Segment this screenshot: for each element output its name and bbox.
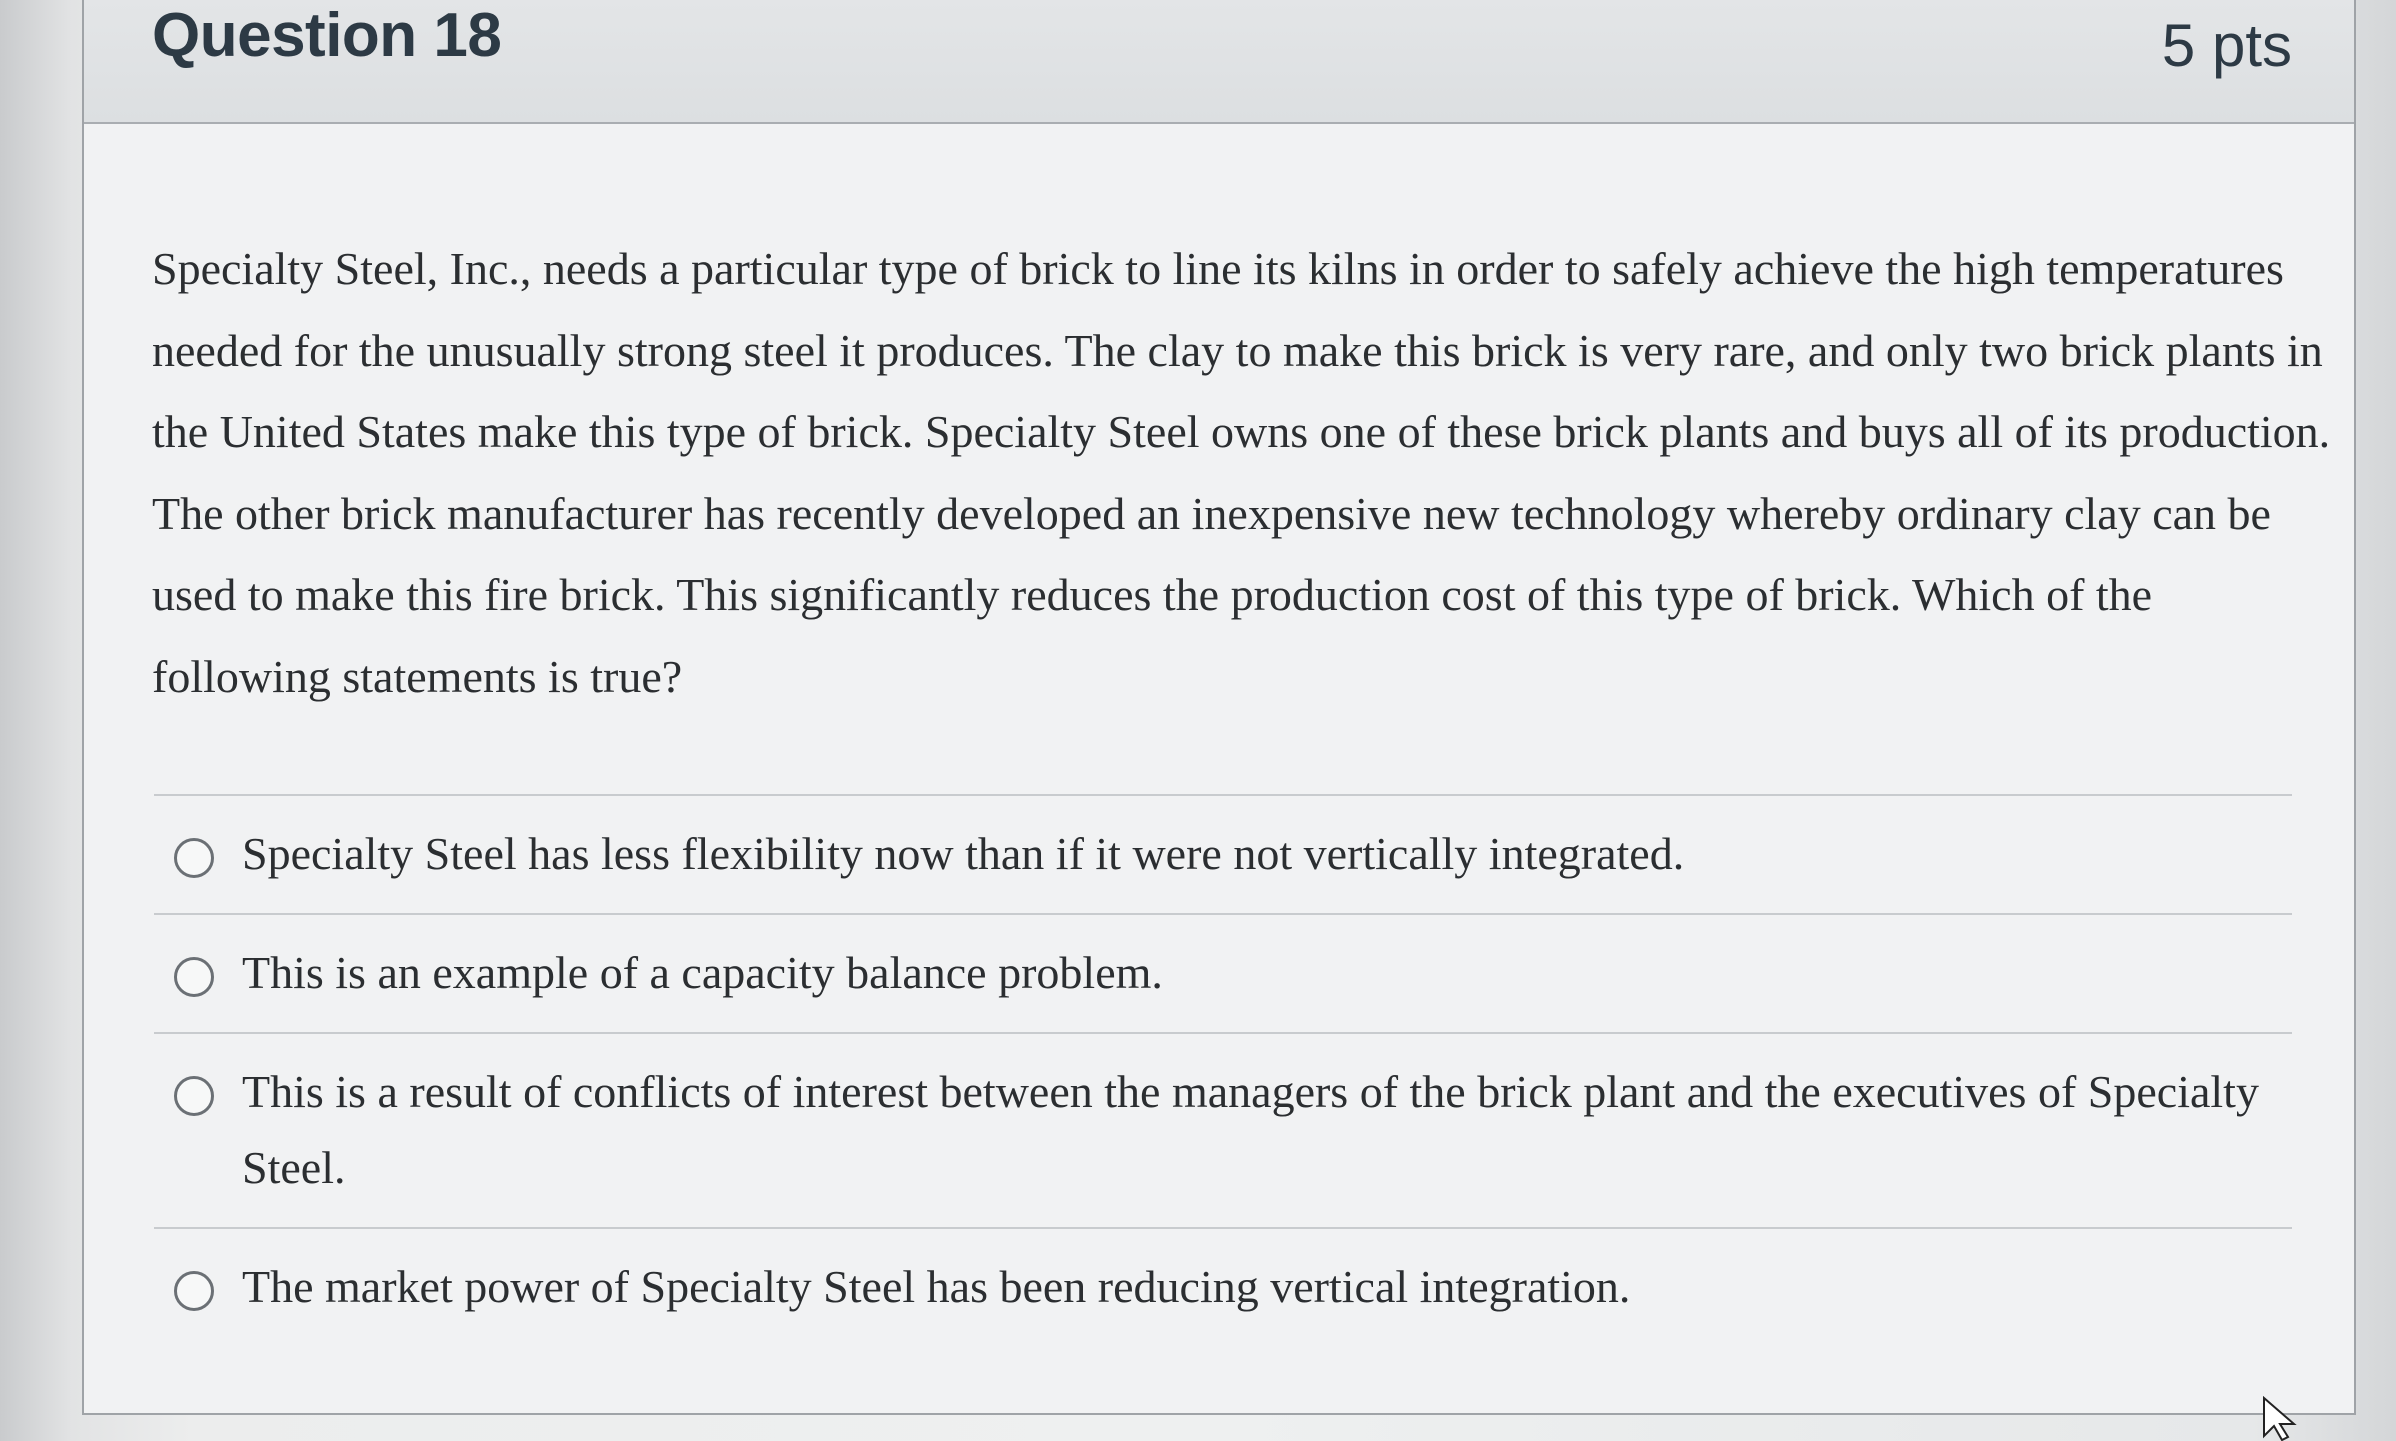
- mouse-pointer-icon: [2262, 1396, 2302, 1441]
- question-points: 5 pts: [2161, 12, 2292, 79]
- answer-label[interactable]: This is an example of a capacity balance problem.: [242, 947, 1163, 998]
- answer-label[interactable]: This is a result of conflicts of interest between the managers of the brick plant and the executives of Specialty Steel.: [242, 1066, 2259, 1193]
- radio-unchecked-icon[interactable]: [174, 1271, 214, 1311]
- answer-list: [154, 794, 2292, 1349]
- question-title: Question 18: [152, 1, 502, 70]
- answer-option-1[interactable]: [154, 796, 2292, 913]
- answer-label[interactable]: The market power of Specialty Steel has been reducing vertical integration.: [242, 1261, 1631, 1312]
- radio-unchecked-icon[interactable]: [174, 838, 214, 878]
- answer-option-3[interactable]: [154, 1034, 2292, 1227]
- answer-option-2[interactable]: [154, 915, 2292, 1032]
- radio-unchecked-icon[interactable]: [174, 957, 214, 997]
- question-header: [84, 0, 2354, 124]
- answer-label[interactable]: Specialty Steel has less flexibility now than if it were not vertically integrated.: [242, 828, 1685, 879]
- radio-unchecked-icon[interactable]: [174, 1076, 214, 1116]
- answer-option-4[interactable]: [154, 1229, 2292, 1349]
- question-card: [82, 0, 2356, 1415]
- question-text: Specialty Steel, Inc., needs a particular type of brick to line its kilns in order to safely achieve the high temperatures needed for the unusually strong steel it produces. The clay to make this brick is very rare, and only two brick plants in the United States make this type of brick. Specialty Steel owns one of these brick plants and buys all of its production. The other brick manufacturer has recently developed an inexpensive new technology whereby ordinary clay can be used to make this fire brick. This significantly reduces the production cost of this type of brick. Which of the following statements is true?: [152, 243, 2331, 702]
